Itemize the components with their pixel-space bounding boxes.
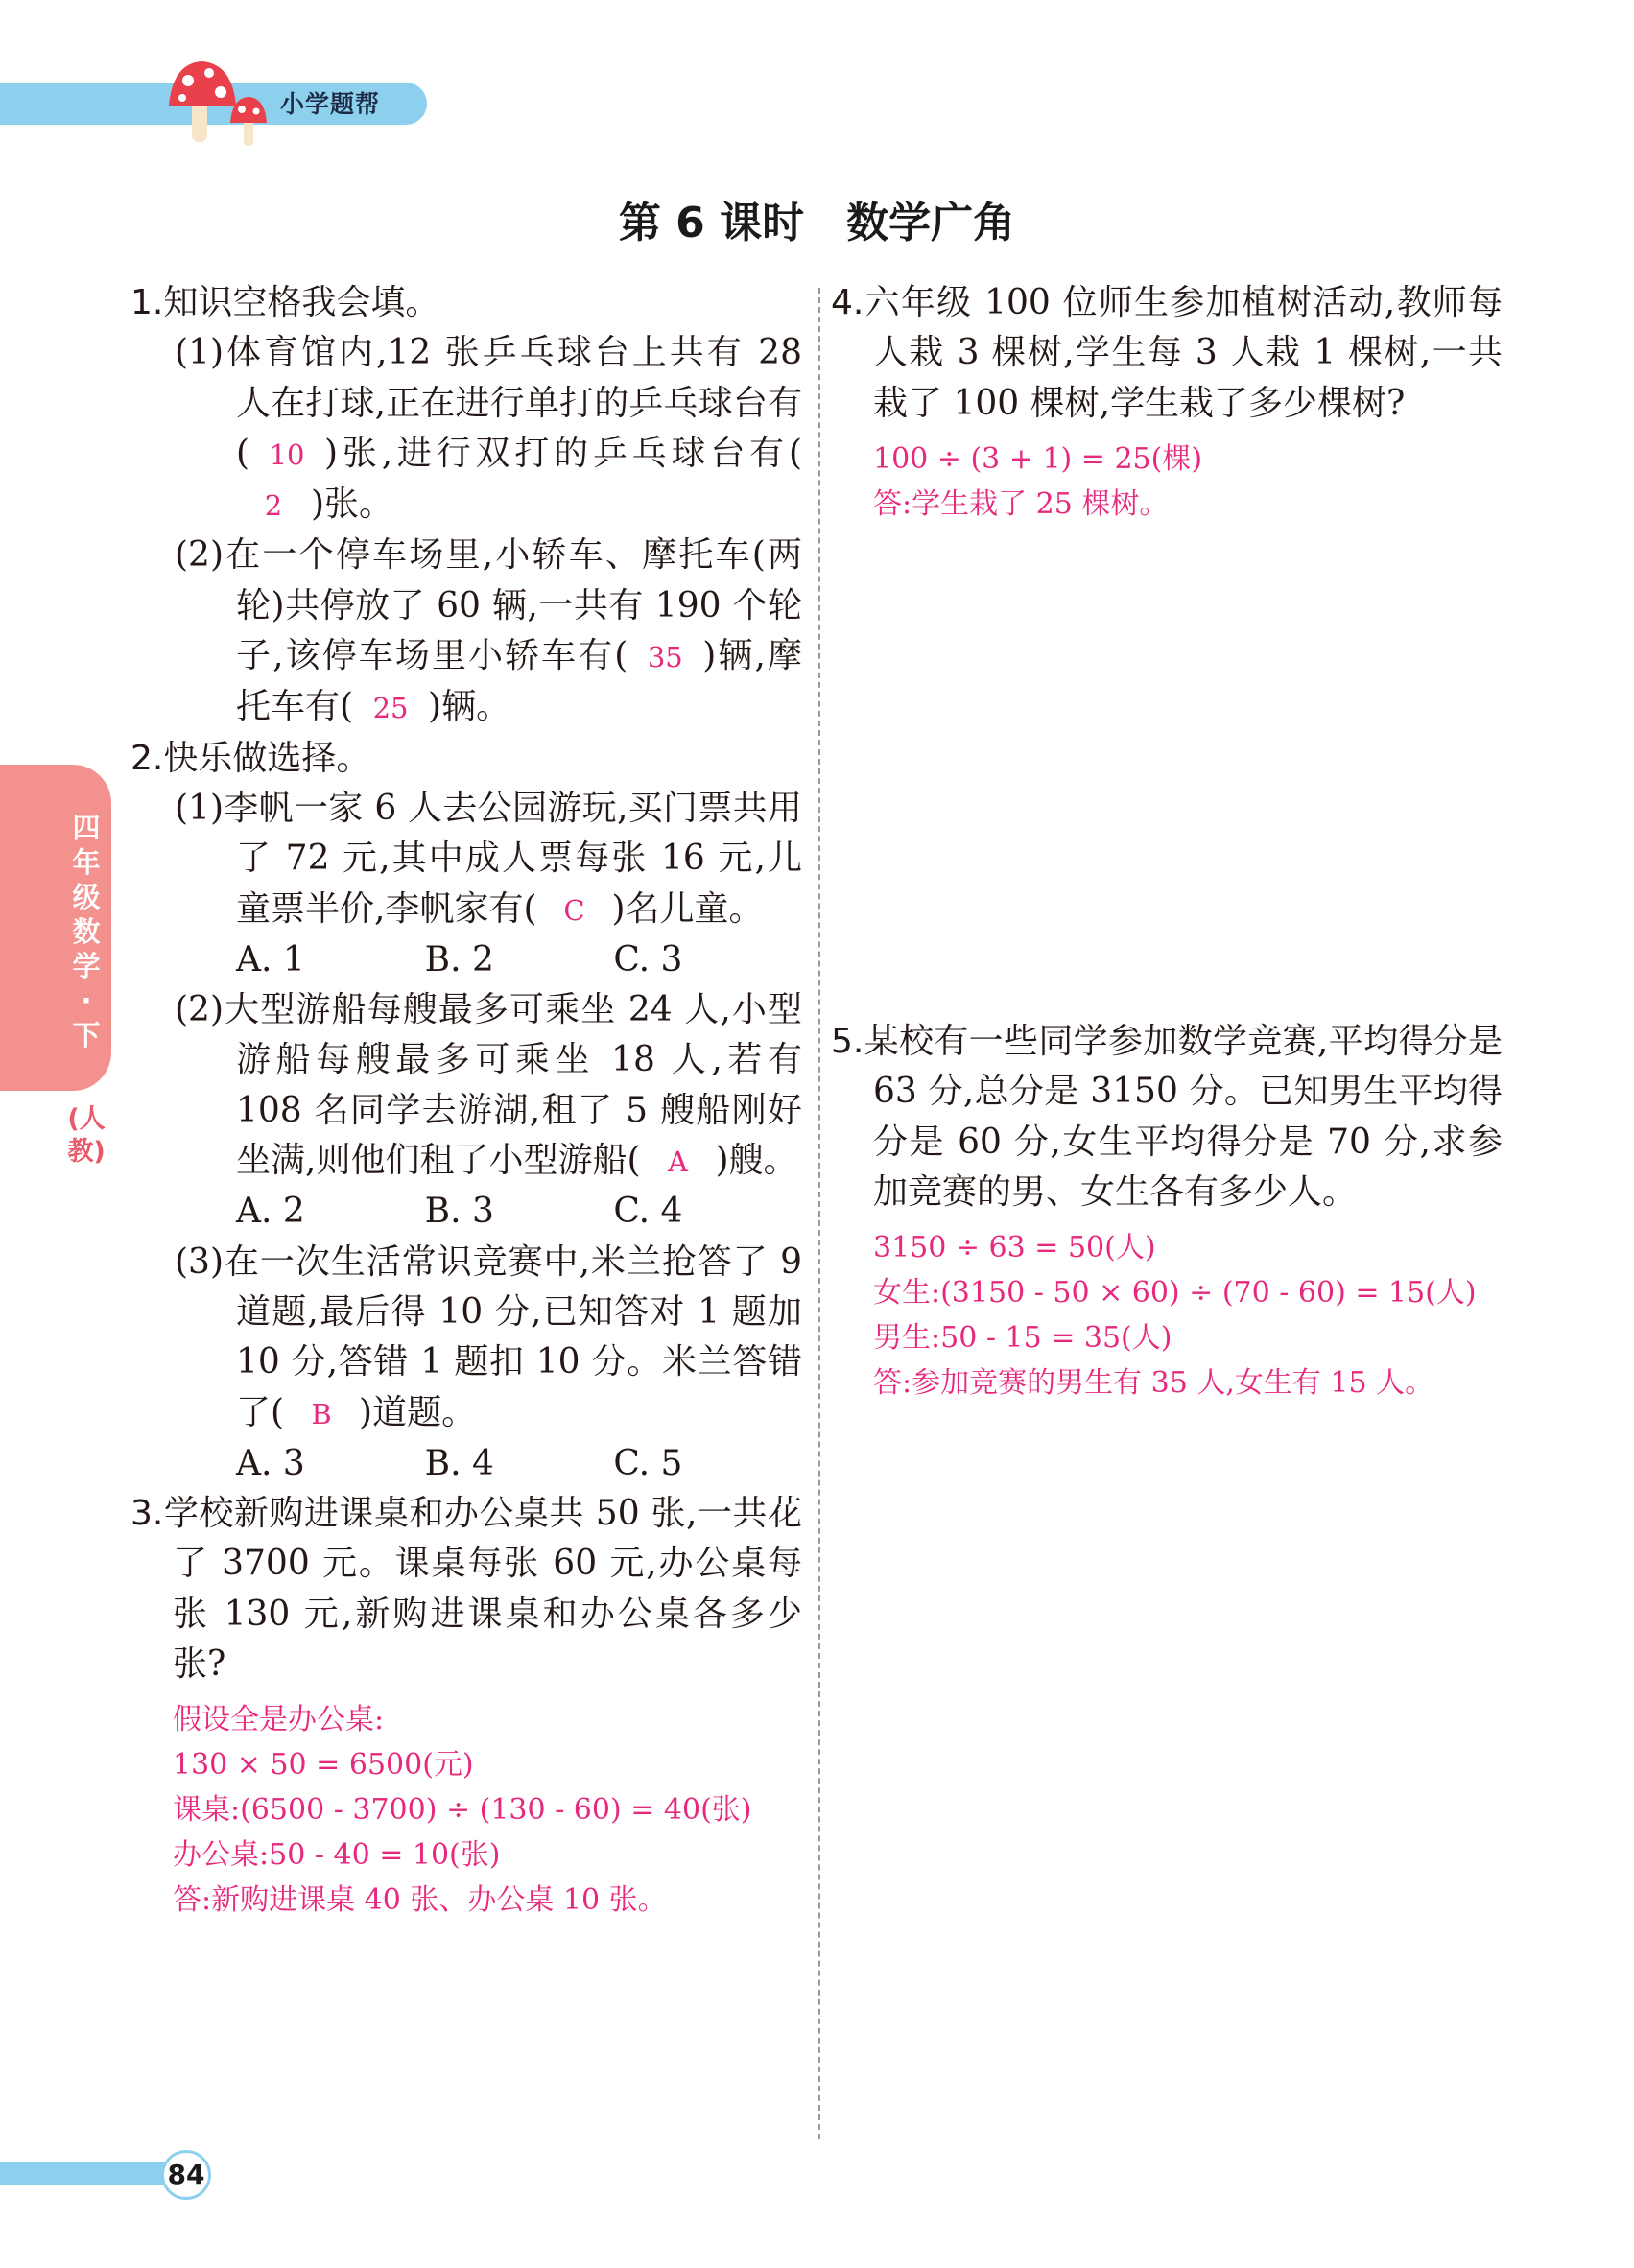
solution-line: 女生:(3150 - 50 × 60) ÷ (70 - 60) = 15(人) [873,1276,1477,1311]
question-1-2: (2)在一个停车场里,小轿车、摩托车(两轮)共停放了 60 辆,一共有 190 个轮子,该停车场里小轿车有( 35 )辆,摩托车有( 25 )辆。 [130,531,802,733]
column-divider [818,288,820,2139]
grade-label: 四年级数学·下 [72,812,101,1051]
options-row: A. 1 B. 2 C. 3 [236,939,683,980]
question-4: 4.六年级 100 位师生参加植树活动,教师每人栽 3 棵树,学生每 3 人栽 1 棵树,一共栽了 100 棵树,学生栽了多少棵树? [831,283,1503,423]
solution-answer: 答:参加竞赛的男生有 35 人,女生有 15 人。 [873,1366,1434,1401]
options-row: A. 3 B. 4 C. 5 [236,1443,683,1483]
lesson-title [0,188,1634,249]
solution-line: 100 ÷ (3 + 1) = 25(棵) [873,441,1203,476]
lesson-number: 第 6 课时 [618,199,805,248]
brand-title: 小学题帮 [280,90,381,118]
answer-blank: A [668,1146,688,1179]
solution-answer: 答:学生栽了 25 棵树。 [873,486,1169,521]
options-row: A. 2 B. 3 C. 4 [236,1192,683,1232]
answer-blank: 10 [269,437,305,471]
left-column [130,278,802,1923]
solution-line: 办公桌:50 - 40 = 10(张) [173,1838,501,1873]
page-footer-bar [0,2162,171,2185]
solution-line: 男生:50 - 15 = 35(人) [873,1321,1172,1356]
question-1-1: (1)体育馆内,12 张乒乓球台上共有 28 人在打球,正在进行单打的乒乓球台有( 10 )张,进行双打的乒乓球台有(2 )张。 [130,328,802,531]
answer-blank: 2 [264,489,283,523]
mushroom-logo-icon [163,56,278,152]
answer-blank: B [311,1397,332,1430]
lesson-topic: 数学广角 [846,199,1016,248]
question-3: 3.学校新购进课桌和办公桌共 50 张,一共花了 3700 元。课桌每张 60 元,办公桌每张 130 元,新购进课桌和办公桌各多少张? [130,1494,802,1685]
solution-line: 3150 ÷ 63 = 50(人) [873,1231,1156,1265]
page-number: 84 [161,2150,211,2200]
question-2-3: (3)在一次生活常识竞赛中,米兰抢答了 9 道题,最后得 10 分,已知答对 1 题加 10 分,答错 1 题扣 10 分。米兰答错了( B )道题。 [130,1238,802,1439]
solution-line: 假设全是办公桌: [173,1703,385,1737]
question-2-title: 2.快乐做选择。 [130,738,371,778]
edition-label: (人教) [67,1104,106,1167]
question-1-title: 1.知识空格我会填。 [130,283,440,322]
question-2-2: (2)大型游船每艘最多可乘坐 24 人,小型游船每艘最多可乘坐 18 人,若有 108 名同学去游湖,租了 5 艘船刚好坐满,则他们租了小型游船( A )艘。 [130,985,802,1187]
answer-blank: C [563,893,585,927]
question-5: 5.某校有一些同学参加数学竞赛,平均得分是 63 分,总分是 3150 分。已知男生平均得分是 60 分,女生平均得分是 70 分,求参加竞赛的男、女生各有多少人。 [831,1022,1503,1212]
right-column-lower [831,1017,1503,1406]
right-column [831,278,1503,527]
solution-answer: 答:新购进课桌 40 张、办公桌 10 张。 [173,1883,667,1918]
answer-blank: 25 [372,692,409,725]
solution-line: 130 × 50 = 6500(元) [173,1748,474,1783]
answer-blank: 35 [647,641,683,674]
question-2-1: (1)李帆一家 6 人去公园游玩,买门票共用了 72 元,其中成人票每张 16 元,儿童票半价,李帆家有( C )名儿童。 [130,784,802,935]
solution-line: 课桌:(6500 - 3700) ÷ (130 - 60) = 40(张) [173,1793,752,1828]
